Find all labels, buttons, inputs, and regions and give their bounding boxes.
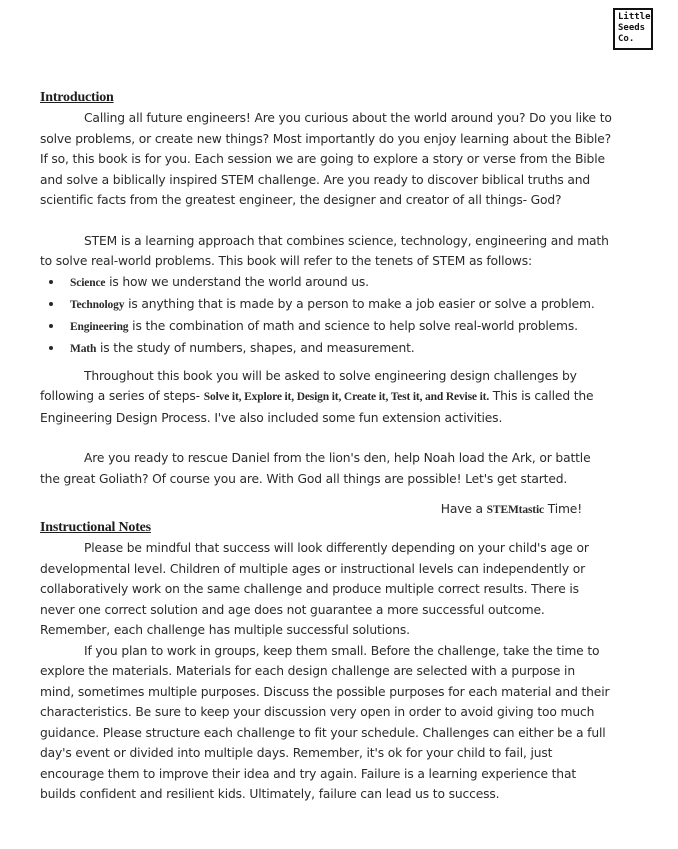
signoff-bold: STEMtastic [486,504,544,516]
logo-line-1: Little [618,12,651,22]
page-content [40,90,612,805]
intro-paragraph-1: Calling all future engineers! Are you curious about the world around you? Do you like to solve problems, or create new things? Most importantly do you enjoy learning about the Bible? If so, this book is for you. Each session we are going to explore a story or verse from the Bible and solve a biblically inspired STEM challenge. Are you ready to discover biblical truths and scientific facts from the greatest engineer, the designer and creator of all things- God? [40,111,612,207]
tenet-term: Engineering [70,320,129,333]
tenet-desc: is the combination of math and science to help solve real-world problems. [128,318,578,333]
signoff-post: Time! [543,502,582,516]
tenet-term: Math [70,342,97,355]
logo-line-3: Co. [618,34,635,44]
tenet-desc: is the study of numbers, shapes, and measurement. [96,340,415,355]
intro-paragraph-4: Are you ready to rescue Daniel from the lion's den, help Noah load the Ark, or battle the great Goliath? Of course you are. With God all things are possible! Let's get started. [40,451,591,486]
list-item [64,294,612,316]
intro-paragraph-3 [40,366,612,429]
intro-paragraph-2: STEM is a learning approach that combines science, technology, engineering and math to solve real-world problems. This book will refer to the tenets of STEM as follows: [40,233,609,268]
signoff-pre: Have a [440,502,487,516]
design-steps: Solve it, Explore it, Design it, Create it, Test it, and Revise it. [203,391,490,403]
list-item [64,272,612,294]
signoff [40,499,612,520]
little-seeds-logo [613,8,653,50]
list-item [64,316,612,338]
notes-paragraph-2: If you plan to work in groups, keep them small. Before the challenge, take the time to explore the materials. Materials for each design challenge are selected with a purpose in mind, sometimes multiple purposes. Discuss the possible purposes for each material and their characteristics. Be sure to keep your discussion very open in order to avoid giving too much guidance. Please structure each challenge to fit your schedule. Challenges can either be a full day's event or divided into multiple days. Remember, it's ok for your child to fail, just encourage them to improve their idea and try again. Failure is a learning experience that builds confident and resilient kids. Ultimately, failure can lead us to success. [40,643,610,801]
logo-line-2: Seeds [618,23,646,33]
notes-paragraph-1: Please be mindful that success will look differently depending on your child's age or developmental level. Children of multiple ages or instructional levels can independently or collaboratively work on the same challenge and produce multiple correct results. There is never one correct solution and age does not guarantee a more successful outcome. Remember, each challenge has multiple successful solutions. [40,541,589,637]
instructional-notes-heading: Instructional Notes [40,520,151,535]
tenet-desc: is anything that is made by a person to make a job easier or solve a problem. [124,296,595,311]
tenet-term: Technology [70,298,125,311]
p3-start: Throughout this book you will be asked to solve engineering design challenges by following a series of steps- [40,368,577,403]
introduction-heading: Introduction [40,90,114,105]
tenet-term: Science [70,276,106,289]
stem-tenets-list [40,272,612,360]
p3-end: This is called the Engineering Design Process. I've also included some fun extension activities. [40,389,594,425]
list-item [64,338,612,360]
tenet-desc: is how we understand the world around us. [105,274,369,289]
